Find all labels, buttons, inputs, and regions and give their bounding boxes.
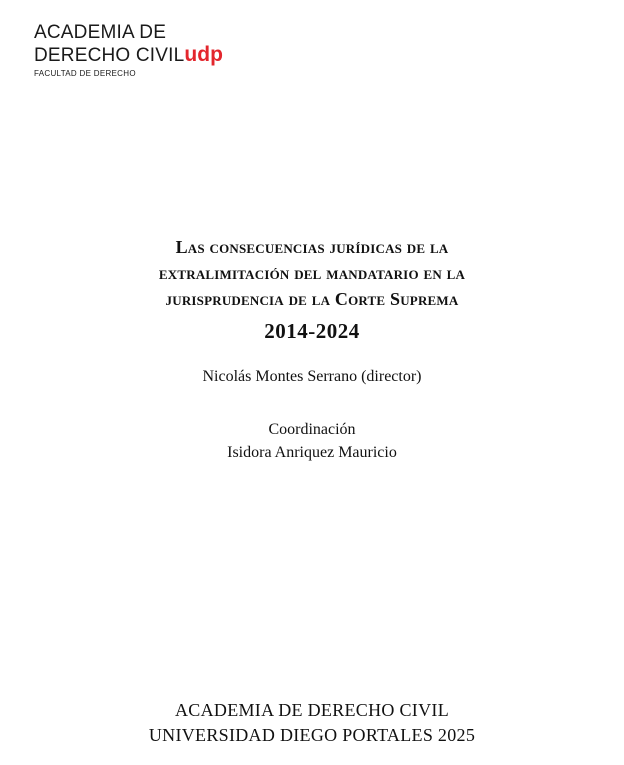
footer-line-1: ACADEMIA DE DERECHO CIVIL [175,700,449,720]
footer-line-2: UNIVERSIDAD DIEGO PORTALES 2025 [148,725,476,745]
title-line-3: jurisprudencia de la Corte Suprema [165,289,459,309]
title-line-2: extralimitación del mandatario en la [158,263,466,283]
publisher-footer [0,698,624,748]
logo-line-1: ACADEMIA DE [34,22,167,43]
document-title [0,234,624,346]
title-line-1: Las consecuencias jurídicas de la [175,237,449,257]
logo-line-2 [34,44,223,67]
logo-line-2-text: DERECHO CIVIL [34,45,185,66]
academia-logo [34,22,223,80]
coordination-label: Coordinación [268,421,356,438]
coordinator-name: Isidora Anriquez Mauricio [227,444,397,461]
coordination-block [0,418,624,464]
title-years: 2014-2024 [264,319,360,343]
logo-subtitle: FACULTAD DE DERECHO [34,69,136,78]
logo-brand-udp: udp [184,43,223,66]
author-line: Nicolás Montes Serrano (director) [202,368,422,385]
